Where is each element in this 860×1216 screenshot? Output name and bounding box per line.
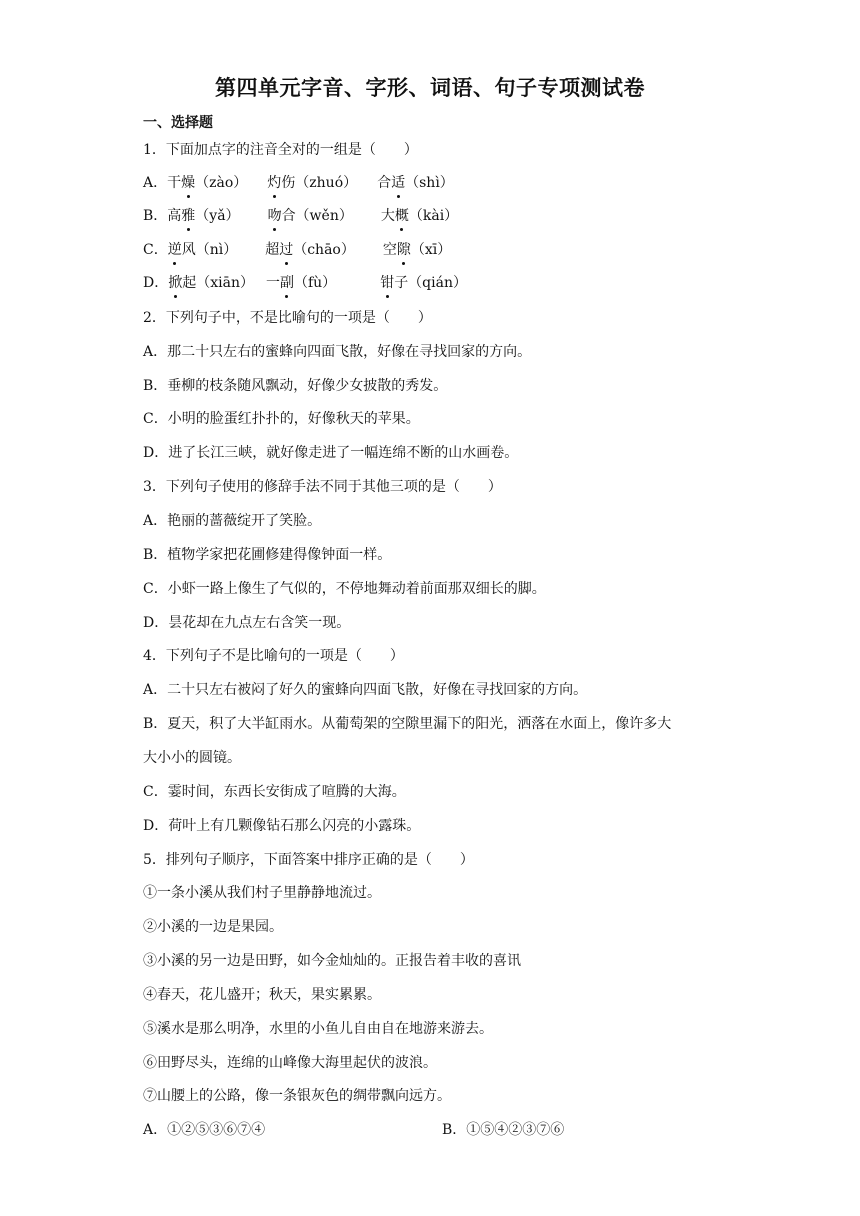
q1-option-c[interactable]: C．逆风（nì） 超过（chāo） 空隙（xī） [143, 242, 452, 258]
q5-sentence: ⑦山腰上的公路，像一条银灰色的绸带飘向远方。 [143, 1088, 451, 1104]
q1-option-b[interactable]: B．高雅（yǎ） 吻合（wěn） 大概（kài） [143, 208, 459, 224]
option-prefix: C． [143, 242, 168, 258]
q4-option-b-cont: 大小小的圆镜。 [143, 750, 241, 766]
page-title: 第四单元字音、字形、词语、句子专项测试卷 [215, 76, 645, 100]
q4-stem: 4．下列句子不是比喻句的一项是（ ） [143, 648, 404, 664]
option-prefix: D． [143, 275, 169, 291]
q4-option-b[interactable]: B．夏天，积了大半缸雨水。从葡萄架的空隙里漏下的阳光，洒落在水面上，像许多大 [143, 716, 672, 732]
dotted-char: 概 [394, 208, 409, 224]
dotted-char: 吻 [267, 208, 282, 224]
q2-option-a[interactable]: A．那二十只左右的蜜蜂向四面飞散，好像在寻找回家的方向。 [143, 344, 532, 360]
q1-option-d[interactable]: D．掀起（xiān） 一副（fù） 钳子（qián） [143, 275, 467, 291]
dotted-char: 钳 [380, 275, 395, 291]
q4-option-d[interactable]: D．荷叶上有几颗像钻石那么闪亮的小露珠。 [143, 818, 421, 834]
q2-option-b[interactable]: B．垂柳的枝条随风飘动，好像少女披散的秀发。 [143, 378, 448, 394]
q5-stem: 5．排列句子顺序，下面答案中排序正确的是（ ） [143, 852, 474, 868]
q5-sentence: ④春天，花儿盛开；秋天，果实累累。 [143, 987, 381, 1003]
dotted-char: 燥 [181, 175, 196, 191]
q4-option-a[interactable]: A．二十只左右被闷了好久的蜜蜂向四面飞散，好像在寻找回家的方向。 [143, 682, 588, 698]
q5-sentence: ⑤溪水是那么明净，水里的小鱼儿自由自在地游来游去。 [143, 1021, 493, 1037]
q3-stem: 3．下列句子使用的修辞手法不同于其他三项的是（ ） [143, 479, 502, 495]
q5-sentence: ③小溪的另一边是田野，如今金灿灿的。正报告着丰收的喜讯 [143, 953, 521, 969]
q2-option-c[interactable]: C．小明的脸蛋红扑扑的，好像秋天的苹果。 [143, 411, 420, 427]
dotted-char: 掀 [168, 275, 183, 291]
dotted-char: 适 [391, 175, 406, 191]
q3-option-c[interactable]: C．小虾一路上像生了气似的，不停地舞动着前面那双细长的脚。 [143, 581, 546, 597]
option-prefix: A． [143, 175, 168, 191]
q1-option-a[interactable]: A．干燥（zào） 灼伤（zhuó） 合适（shì） [143, 175, 454, 191]
q5-sentence: ②小溪的一边是果园。 [143, 919, 283, 935]
dotted-char: 灼 [267, 175, 282, 191]
dotted-char: 雅 [181, 208, 196, 224]
dotted-char: 逆 [167, 242, 182, 258]
q5-sentence: ⑥田野尽头，连绵的山峰像大海里起伏的波浪。 [143, 1055, 437, 1071]
q3-option-a[interactable]: A．艳丽的蔷薇绽开了笑脸。 [143, 513, 322, 529]
q3-option-d[interactable]: D．昙花却在九点左右含笑一现。 [143, 615, 351, 631]
q2-stem: 2．下列句子中，不是比喻句的一项是（ ） [143, 310, 432, 326]
q5-option-a[interactable]: A．①②⑤③⑥⑦④ [143, 1122, 266, 1138]
q5-option-b[interactable]: B．①⑤④②③⑦⑥ [442, 1122, 565, 1138]
section-heading: 一、选择题 [143, 115, 213, 131]
q2-option-d[interactable]: D．进了长江三峡，就好像走进了一幅连绵不断的山水画卷。 [143, 445, 519, 461]
dotted-char: 隙 [396, 242, 411, 258]
q4-option-c[interactable]: C．霎时间，东西长安街成了喧腾的大海。 [143, 784, 406, 800]
option-prefix: B． [143, 208, 168, 224]
dotted-char: 副 [279, 275, 294, 291]
q5-sentence: ①一条小溪从我们村子里静静地流过。 [143, 885, 381, 901]
q3-option-b[interactable]: B．植物学家把花圃修建得像钟面一样。 [143, 547, 392, 563]
q1-stem: 1．下面加点字的注音全对的一组是（ ） [143, 142, 418, 158]
dotted-char: 过 [279, 242, 294, 258]
